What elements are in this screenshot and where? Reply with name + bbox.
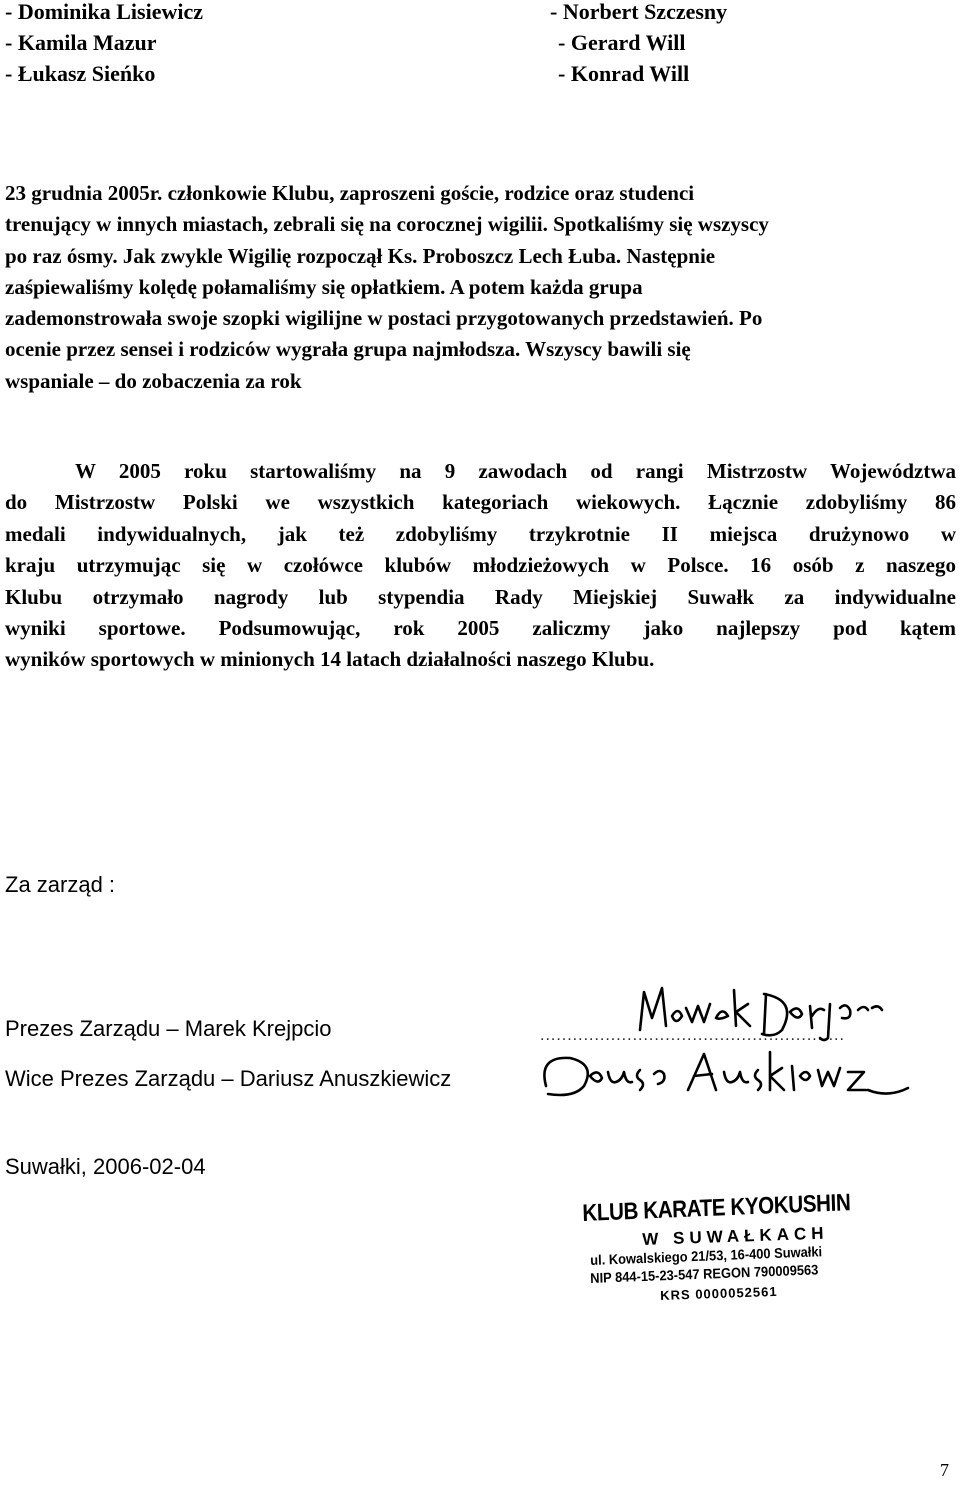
participants-list — [5, 0, 805, 89]
signature-dotted-line: ........................................................ — [540, 1027, 845, 1044]
stamp-line: ul. Kowalskiego 21/53, 16-400 Suwałki — [590, 1243, 823, 1268]
participants-row — [5, 0, 805, 27]
christmas-eve-paragraph — [5, 178, 955, 397]
paragraph-line: zademonstrowała swoje szopki wigilijne w postaci przygotowanych przedstawień. Po — [5, 306, 763, 331]
participant-name: - Łukasz Sieńko — [5, 61, 156, 86]
participant-name: - Norbert Szczesny — [550, 0, 728, 24]
stamp-line: KLUB KARATE KYOKUSHIN — [582, 1189, 851, 1227]
participants-row — [5, 58, 805, 89]
paragraph-line: ocenie przez sensei i rodziców wygrała grupa najmłodsza. Wszyscy bawili się — [5, 337, 691, 362]
paragraph-line: Klubu otrzymało nagrody lub stypendia Rady Miejskiej Suwałk za indywidualne — [5, 584, 956, 609]
paragraph-line: 23 grudnia 2005r. członkowie Klubu, zaproszeni goście, rodzice oraz studenci — [5, 181, 695, 205]
paragraph-line: medali indywidualnych, jak też zdobyliśmy trzykrotnie II miejsca drużynowo w — [5, 521, 956, 546]
participant-name: - Kamila Mazur — [5, 30, 157, 55]
paragraph-line: zaśpiewaliśmy kolędę połamaliśmy się opłatkiem. A potem każda grupa — [5, 274, 643, 299]
vice-president-line: Wice Prezes Zarządu – Dariusz Anuszkiewicz — [5, 1066, 452, 1091]
president-signature — [632, 982, 892, 1042]
place-and-date: Suwałki, 2006-02-04 — [5, 1154, 206, 1179]
president-line: Prezes Zarządu – Marek Krejpcio — [5, 1016, 332, 1041]
paragraph-line: trenujący w innych miastach, zebrali się na corocznej wigilii. Spotkaliśmy się wszyscy — [5, 212, 769, 237]
paragraph-line: do Mistrzostw Polski we wszystkich kategoriach wiekowych. Łącznie zdobyliśmy 86 — [5, 490, 956, 515]
board-label: Za zarząd : — [5, 872, 116, 897]
vice-president-signature — [538, 1046, 928, 1102]
stamp-line: W SUWAŁKACH — [642, 1223, 829, 1249]
participant-name: - Gerard Will — [558, 30, 686, 55]
paragraph-line: po raz ósmy. Jak zwykle Wigilię rozpoczął Ks. Proboszcz Lech Łuba. Następnie — [5, 243, 716, 268]
participants-row — [5, 27, 805, 58]
paragraph-line: wyniki sportowe. Podsumowując, rok 2005 zaliczmy jako najlepszy pod kątem — [5, 616, 956, 641]
paragraph-line: wspaniale – do zobaczenia za rok — [5, 368, 302, 393]
paragraph-line: kraju utrzymując się w czołówce klubów młodzieżowych w Polsce. 16 osób z naszego — [5, 553, 956, 578]
paragraph-line: wyników sportowych w minionych 14 latach działalności naszego Klubu. — [5, 647, 655, 672]
season-summary-paragraph — [5, 456, 956, 676]
paragraph-line: W 2005 roku startowaliśmy na 9 zawodach od rangi Mistrzostw Województwa — [75, 459, 956, 483]
page-number: 7 — [940, 1460, 949, 1480]
participant-name: - Dominika Lisiewicz — [5, 0, 203, 24]
participant-name: - Konrad Will — [558, 61, 690, 86]
club-stamp — [580, 1189, 860, 1312]
stamp-line: NIP 844-15-23-547 REGON 790009563 — [590, 1261, 819, 1286]
stamp-line: KRS 0000052561 — [660, 1283, 778, 1303]
